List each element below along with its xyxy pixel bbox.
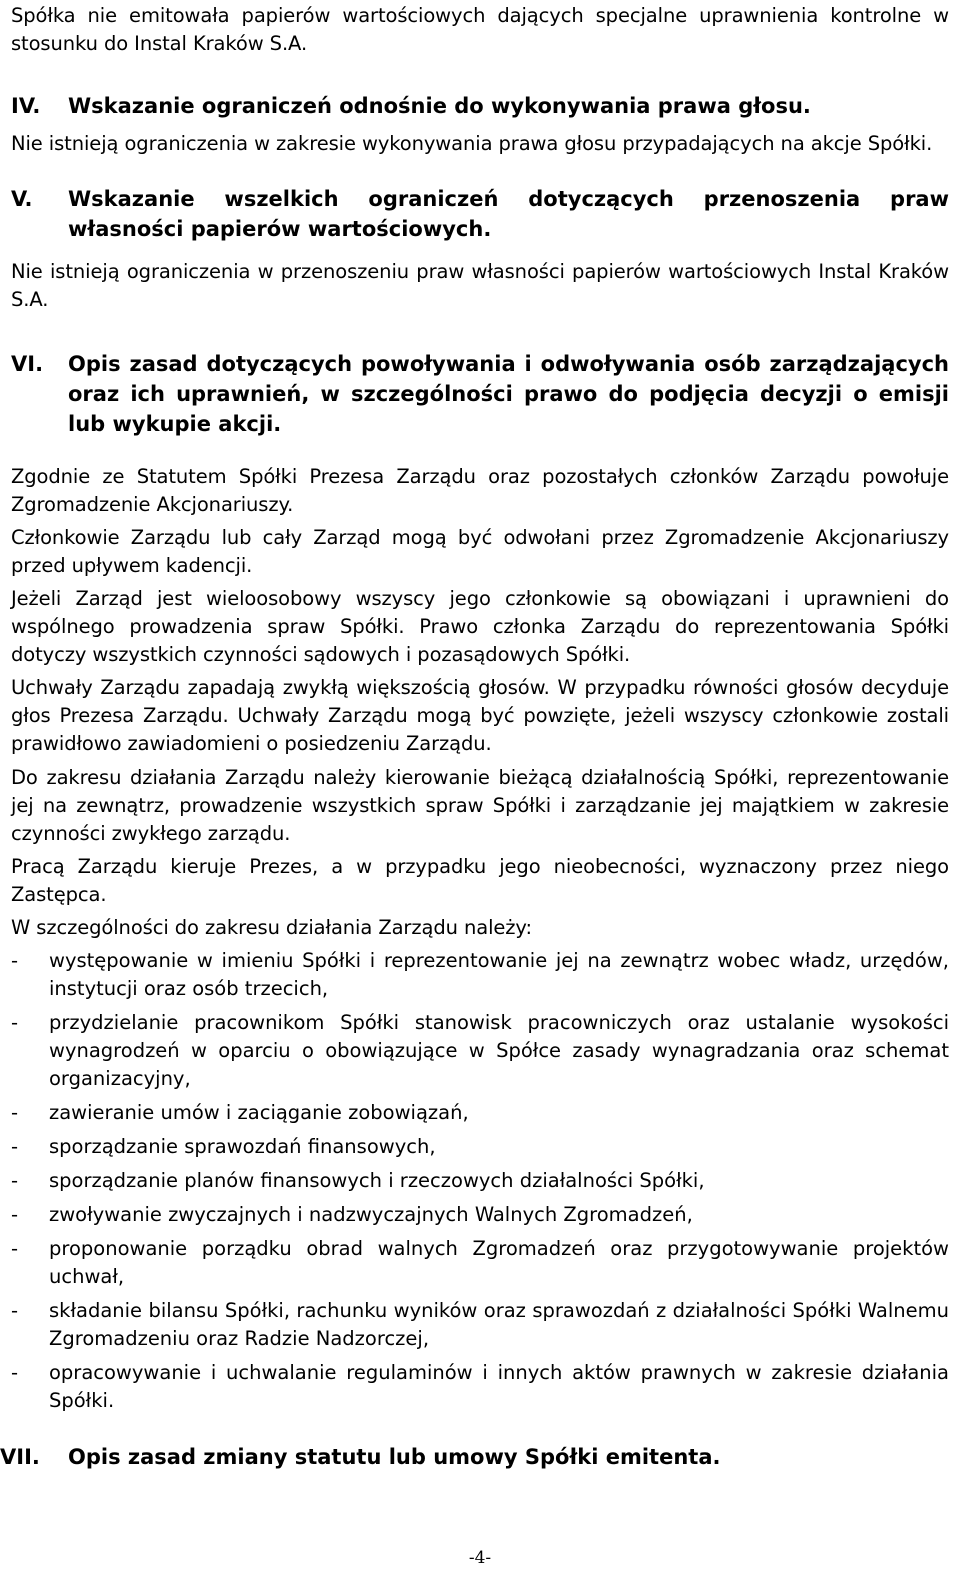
list-marker: - — [11, 1203, 19, 1226]
section-vii-heading — [0, 1442, 949, 1472]
list-item-text: sporządzanie planów finansowych i rzeczowych działalności Spółki, — [49, 1169, 705, 1192]
section-v-title: Wskazanie wszelkich ograniczeń dotyczących przenoszenia praw własności papierów wartościowych. — [68, 187, 949, 241]
section-vii-number: VII. — [0, 1445, 40, 1469]
list-item-text: sporządzanie sprawozdań finansowych, — [49, 1135, 436, 1158]
list-item — [11, 947, 949, 1003]
list-item-text: zawieranie umów i zaciąganie zobowiązań, — [49, 1101, 469, 1124]
list-item — [11, 1009, 949, 1093]
section-vi-paragraph-2: Członkowie Zarządu lub cały Zarząd mogą być odwołani przez Zgromadzenie Akcjonariuszy przed upływem kadencji. — [11, 526, 949, 577]
section-iv-heading — [11, 91, 949, 121]
list-item-text: proponowanie porządku obrad walnych Zgromadzeń oraz przygotowywanie projektów uchwał, — [49, 1237, 949, 1288]
section-iv-paragraph: Nie istnieją ograniczenia w zakresie wykonywania prawa głosu przypadających na akcje Spółki. — [11, 132, 933, 155]
section-vi-paragraph-1: Zgodnie ze Statutem Spółki Prezesa Zarządu oraz pozostałych członków Zarządu powołuje Zgromadzenie Akcjonariuszy. — [11, 465, 949, 516]
duties-list — [11, 947, 949, 1415]
list-item — [11, 1235, 949, 1291]
list-item — [11, 1167, 949, 1195]
section-vi-paragraph-6: Pracą Zarządu kieruje Prezes, a w przypadku jego nieobecności, wyznaczony przez niego Zastępca. — [11, 855, 949, 906]
list-marker: - — [11, 1101, 19, 1124]
section-vi-paragraph-3: Jeżeli Zarząd jest wieloosobowy wszyscy jego członkowie są obowiązani i uprawnieni do wspólnego prowadzenia spraw Spółki. Prawo członka Zarządu do reprezentowania Spółki dotyczy wszystkich czynności sądowych i pozasądowych Spółki. — [11, 587, 949, 666]
list-marker: - — [11, 1299, 19, 1322]
list-item-text: opracowywanie i uchwalanie regulaminów i innych aktów prawnych w zakresie działania Spółki. — [49, 1361, 949, 1412]
section-vi-paragraph-5: Do zakresu działania Zarządu należy kierowanie bieżącą działalnością Spółki, reprezentowanie jej na zewnątrz, prowadzenie wszystkich spraw Spółki i zarządzanie jej majątkiem w zakresie czynności zwykłego zarządu. — [11, 766, 949, 845]
list-item — [11, 1297, 949, 1353]
section-vi-paragraph-4: Uchwały Zarządu zapadają zwykłą większością głosów. W przypadku równości głosów decyduje głos Prezesa Zarządu. Uchwały Zarządu mogą być powzięte, jeżeli wszyscy członkowie zostali prawidłowo zawiadomieni o posiedzeniu Zarządu. — [11, 676, 949, 755]
list-item-text: występowanie w imieniu Spółki i reprezentowanie jej na zewnątrz wobec władz, urzędów, instytucji oraz osób trzecich, — [49, 949, 949, 1000]
list-marker: - — [11, 1135, 19, 1158]
list-marker: - — [11, 1169, 19, 1192]
list-marker: - — [11, 949, 19, 972]
list-item — [11, 1359, 949, 1415]
list-item-text: przydzielanie pracownikom Spółki stanowisk pracowniczych oraz ustalanie wysokości wynagrodzeń w oparciu o obowiązujące w Spółce zasady wynagradzania oraz schemat organizacyjny, — [49, 1011, 949, 1090]
intro-paragraph: Spółka nie emitowała papierów wartościowych dających specjalne uprawnienia kontrolne w stosunku do Instal Kraków S.A. — [11, 4, 949, 55]
list-item-text: składanie bilansu Spółki, rachunku wyników oraz sprawozdań z działalności Spółki Walnemu Zgromadzeniu oraz Radzie Nadzorczej, — [49, 1299, 949, 1350]
section-vi-number: VI. — [11, 352, 44, 376]
section-iv-title: Wskazanie ograniczeń odnośnie do wykonywania prawa głosu. — [68, 94, 811, 118]
list-marker: - — [11, 1361, 19, 1384]
section-v-heading — [11, 184, 949, 244]
list-item — [11, 1099, 949, 1127]
section-v-number: V. — [11, 187, 33, 211]
list-marker: - — [11, 1011, 19, 1034]
page-number: -4- — [468, 1548, 492, 1568]
section-vi-heading — [11, 349, 949, 439]
section-v-paragraph: Nie istnieją ograniczenia w przenoszeniu praw własności papierów wartościowych Instal Kraków S.A. — [11, 260, 949, 311]
list-item — [11, 1133, 949, 1161]
list-item-text: zwoływanie zwyczajnych i nadzwyczajnych Walnych Zgromadzeń, — [49, 1203, 693, 1226]
list-marker: - — [11, 1237, 19, 1260]
section-vii-title: Opis zasad zmiany statutu lub umowy Spółki emitenta. — [68, 1445, 721, 1469]
section-iv-number: IV. — [11, 94, 41, 118]
list-item — [11, 1201, 949, 1229]
section-vi-title: Opis zasad dotyczących powoływania i odwoływania osób zarządzających oraz ich uprawnień, w szczególności prawo do podjęcia decyzji o emisji lub wykupie akcji. — [68, 352, 949, 436]
section-vi-paragraph-7: W szczególności do zakresu działania Zarządu należy: — [11, 916, 532, 939]
